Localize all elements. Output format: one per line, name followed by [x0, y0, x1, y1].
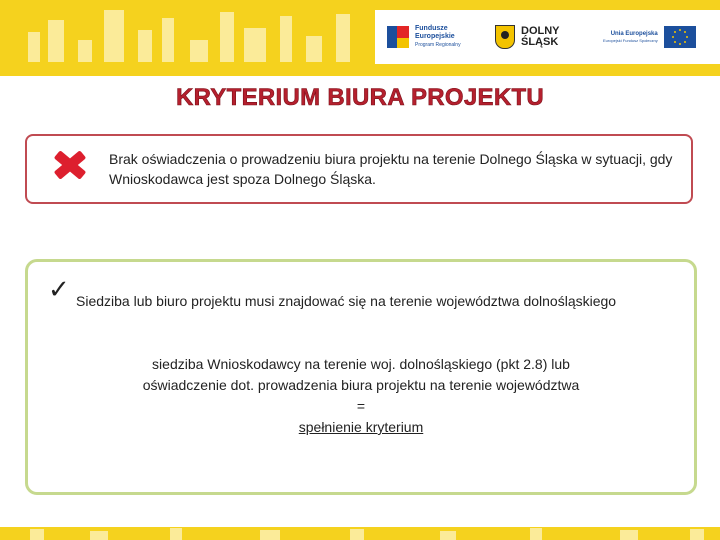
decor-square — [90, 531, 108, 540]
checkmark-icon: ✓ — [48, 275, 70, 305]
logo-strip — [375, 10, 720, 64]
fundusze-line2: Europejskie — [415, 33, 455, 40]
negative-criterion-text: Brak oświadczenia o prowadzeniu biura projektu na terenie Dolnego Śląska w sytuacji, gdy Wnioskodawca jest spoza Dolnego Śląska. — [109, 151, 673, 187]
unia-europejska-logo — [603, 10, 696, 64]
unia-line2: Europejski Fundusz Społeczny — [603, 38, 658, 43]
detail-line: siedziba Wnioskodawcy na terenie woj. dolnośląskiego (pkt 2.8) lub — [152, 356, 570, 372]
decor-square — [530, 528, 542, 540]
decor-square — [78, 40, 92, 62]
criterion-met-text: spełnienie kryterium — [298, 419, 424, 435]
decor-square — [336, 14, 350, 62]
decor-square — [260, 530, 280, 540]
decor-square — [138, 30, 152, 62]
positive-criterion-details — [28, 354, 694, 438]
decor-square — [690, 529, 704, 540]
decor-square — [280, 16, 292, 62]
unia-line1: Unia Europejska — [610, 31, 658, 37]
fundusze-mark-icon — [387, 26, 409, 48]
decor-square — [306, 36, 322, 62]
decor-square — [440, 531, 456, 540]
decor-square — [620, 530, 638, 540]
decor-square — [190, 40, 208, 62]
decor-square — [48, 20, 64, 62]
decor-square — [244, 28, 266, 62]
header-banner — [0, 0, 720, 76]
decor-square — [30, 529, 44, 540]
equals-sign: = — [356, 398, 366, 414]
detail-line: oświadczenie dot. prowadzenia biura projektu na terenie województwa — [142, 377, 580, 393]
cross-icon — [53, 148, 87, 182]
decor-square — [220, 12, 234, 62]
decor-square — [350, 529, 364, 540]
decor-square — [28, 32, 40, 62]
positive-criterion-main-text: Siedziba lub biuro projektu musi znajdować się na terenie województwa dolnośląskiego — [76, 293, 617, 309]
decor-square — [162, 18, 174, 62]
footer-banner — [0, 527, 720, 540]
eu-flag-icon — [664, 26, 696, 48]
fundusze-line1: Fundusze — [415, 25, 448, 32]
page-title: KRYTERIUM BIURA PROJEKTU — [175, 84, 545, 111]
negative-criterion-box — [25, 134, 693, 204]
fundusze-europejskie-logo — [387, 10, 461, 64]
dolny-slask-line1: DOLNY — [521, 25, 560, 37]
decor-square — [170, 528, 182, 540]
eagle-crest-icon — [495, 25, 515, 49]
dolny-slask-logo — [495, 10, 560, 64]
positive-criterion-box — [25, 259, 697, 495]
fundusze-line3: Program Regionalny — [415, 42, 461, 48]
dolny-slask-line2: ŚLĄSK — [521, 36, 559, 48]
decor-square — [104, 10, 124, 62]
